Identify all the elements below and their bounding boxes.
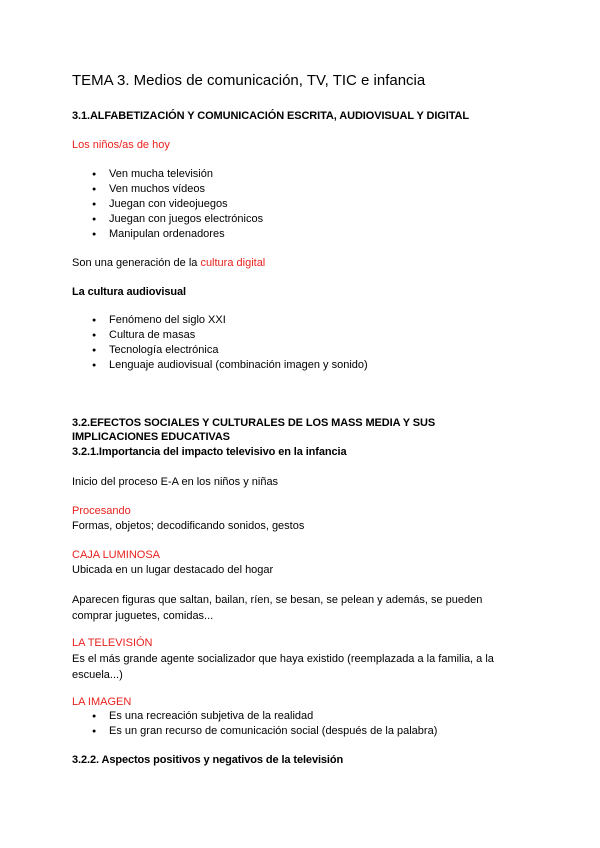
tv-text: Es el más grande agente socializador que haya existido (reemplazada a la familia, a la escuela...) bbox=[72, 653, 494, 681]
list-item: ● Lenguaje audiovisual (combinación imagen y sonido) bbox=[92, 358, 368, 373]
list-item: ● Juegan con juegos electrónicos bbox=[92, 212, 263, 227]
processing-label: Procesando bbox=[72, 505, 131, 517]
culture-list bbox=[92, 313, 368, 373]
list-item: ● Tecnología electrónica bbox=[92, 343, 368, 358]
image-list bbox=[92, 709, 437, 739]
list-item: ● Fenómeno del siglo XXI bbox=[92, 313, 368, 328]
section-2-heading-line2: IMPLICACIONES EDUCATIVAS bbox=[72, 431, 230, 443]
intro-text: Inicio del proceso E-A en los niños y niñas bbox=[72, 476, 279, 488]
generation-sentence bbox=[72, 257, 265, 269]
list-item: ● Ven mucha televisión bbox=[92, 167, 263, 182]
list-item: ● Juegan con videojuegos bbox=[92, 197, 263, 212]
culture-heading: La cultura audiovisual bbox=[72, 286, 186, 298]
list-item: ● Cultura de masas bbox=[92, 328, 368, 343]
generation-prefix: Son una generación de la bbox=[72, 257, 201, 269]
generation-highlight: cultura digital bbox=[200, 257, 266, 269]
kids-list bbox=[92, 167, 263, 242]
list-item: ● Es un gran recurso de comunicación social (después de la palabra) bbox=[92, 724, 437, 739]
box-text: Ubicada en un lugar destacado del hogar bbox=[72, 564, 274, 576]
section-1-heading: 3.1.ALFABETIZACIÓN Y COMUNICACIÓN ESCRITA, AUDIOVISUAL Y DIGITAL bbox=[72, 110, 469, 122]
list-item: ● Ven muchos vídeos bbox=[92, 182, 263, 197]
processing-text: Formas, objetos; decodificando sonidos, gestos bbox=[72, 520, 305, 532]
list-item: ● Manipulan ordenadores bbox=[92, 227, 263, 242]
kids-label: Los niños/as de hoy bbox=[72, 139, 170, 151]
subsection-heading: 3.2.1.Importancia del impacto televisivo en la infancia bbox=[72, 446, 347, 458]
figures-text: Aparecen figuras que saltan, bailan, ríen, se besan, se pelean y además, se pueden comprar juguetes, comidas... bbox=[72, 594, 483, 622]
image-label: LA IMAGEN bbox=[72, 696, 132, 708]
box-label: CAJA LUMINOSA bbox=[72, 549, 161, 561]
list-item: ● Es una recreación subjetiva de la realidad bbox=[92, 709, 437, 724]
section-2-heading-line1: 3.2.EFECTOS SOCIALES Y CULTURALES DE LOS MASS MEDIA Y SUS bbox=[72, 417, 436, 429]
subsection-heading-2: 3.2.2. Aspectos positivos y negativos de la televisión bbox=[72, 754, 344, 766]
page-title: TEMA 3. Medios de comunicación, TV, TIC e infancia bbox=[72, 72, 426, 89]
tv-label: LA TELEVISIÓN bbox=[72, 637, 153, 649]
